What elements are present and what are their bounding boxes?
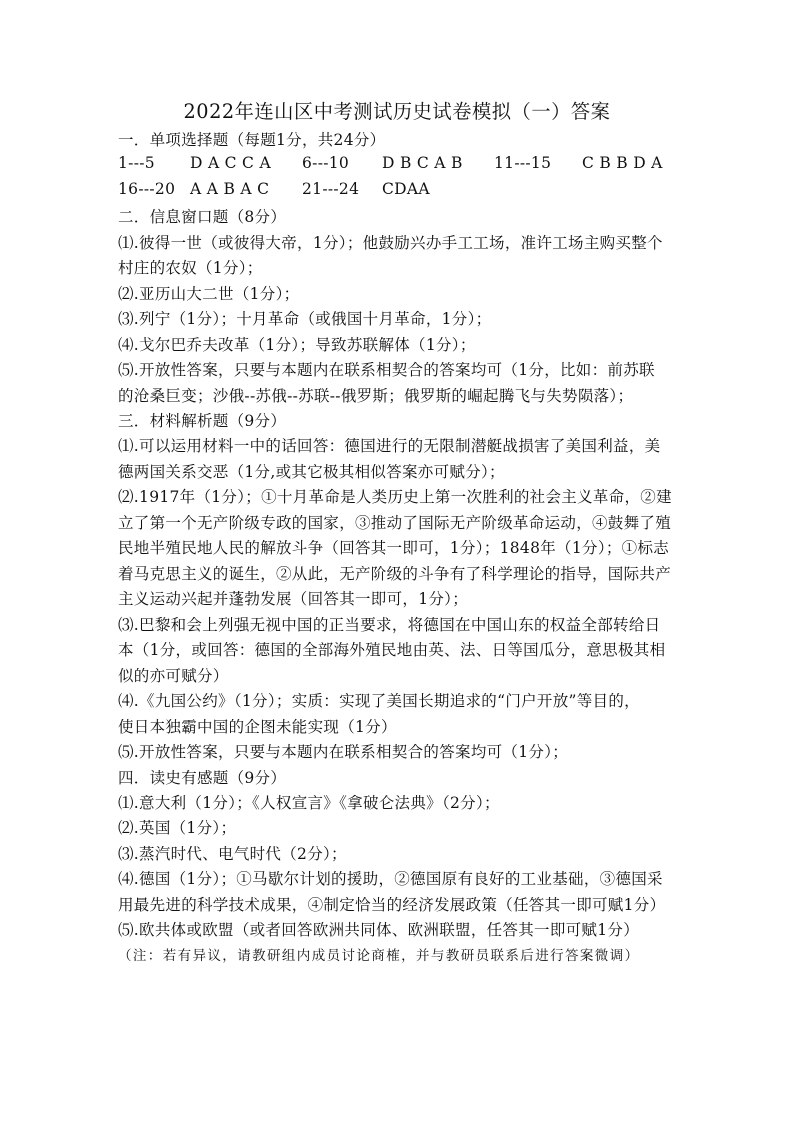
answer-line: 似的亦可赋分） — [118, 667, 229, 685]
section-4-heading: 四．读史有感题（9分） — [118, 769, 287, 787]
answer-line: ⑵.英国（1分）； — [118, 819, 237, 837]
section-1-heading: 一．单项选择题（每题1分，共24分） — [118, 131, 386, 149]
answer-line: 着马克思主义的诞生，②从此，无产阶级的斗争有了科学理论的指导，国际共产 — [118, 565, 672, 583]
answer-line: 村庄的农奴（1分）； — [118, 259, 263, 277]
question-range: 1---5 — [118, 154, 155, 172]
answer-line: ⑵.1917年（1分）；①十月革命是人类历史上第一次胜利的社会主义革命，②建 — [118, 488, 672, 506]
answer-line: 立了第一个无产阶级专政的国家，③推动了国际无产阶级革命运动，④鼓舞了殖 — [118, 514, 672, 532]
section-2-heading: 二．信息窗口题（8分） — [118, 208, 287, 226]
answer-group: D B C A B — [382, 154, 463, 172]
answer-line: 德两国关系交恶（1分,或其它极其相似答案亦可赋分）； — [118, 463, 505, 481]
answer-line: ⑵.亚历山大二世（1分）； — [118, 285, 300, 303]
answer-line: 主义运动兴起并蓬勃发展（回答其一即可，1分）； — [118, 590, 469, 608]
answer-line: ⑶.列宁（1分）；十月革命（或俄国十月革命，1分）； — [118, 310, 492, 328]
question-range: 21---24 — [302, 180, 360, 198]
answer-line: ⑶.蒸汽时代、电气时代（2分）； — [118, 845, 347, 863]
question-range: 16---20 — [118, 180, 176, 198]
answer-group: D A C C A — [190, 154, 271, 172]
answer-line: ⑷.戈尔巴乔夫改革（1分）；导致苏联解体（1分）； — [118, 336, 476, 354]
answer-line: 使日本独霸中国的企图未能实现（1分） — [118, 718, 397, 736]
question-range: 6---10 — [302, 154, 350, 172]
answer-group: C B B D A — [582, 154, 663, 172]
answer-line: 本（1分，或回答：德国的全部海外殖民地由英、法、日等国瓜分，意思极其相 — [118, 641, 666, 659]
answer-line: ⑸.开放性答案，只要与本题内在联系相契合的答案均可（1分）； — [118, 743, 569, 761]
answer-line: ⑴.意大利（1分）；《人权宣言》《拿破仑法典》（2分）； — [118, 794, 500, 812]
answer-line: ⑸.欧共体或欧盟（或者回答欧洲共同体、欧洲联盟，任答其一即可赋1分） — [118, 921, 639, 939]
section-3-heading: 三．材料解析题（9分） — [118, 412, 287, 430]
answer-line: 民地半殖民地人民的解放斗争（回答其一即可，1分）；1848年（1分）；①标志 — [118, 539, 670, 557]
answer-group: A A B A C — [190, 180, 270, 198]
answer-line: ⑷.德国（1分）；①马歇尔计划的援助，②德国原有良好的工业基础，③德国采 — [118, 870, 663, 888]
question-range: 11---15 — [494, 154, 552, 172]
answer-line: ⑴.可以运用材料一中的话回答：德国进行的无限制潜艇战损害了美国利益，美 — [118, 437, 661, 455]
answer-line: ⑶.巴黎和会上列强无视中国的正当要求，将德国在中国山东的权益全部转给日 — [118, 616, 661, 634]
answer-line: ⑴.彼得一世（或彼得大帝，1分）；他鼓励兴办手工工场，准许工场主购买整个 — [118, 234, 663, 252]
footnote: （注：若有异议，请教研组内成员讨论商榷，并与教研员联系后进行答案微调） — [118, 948, 640, 964]
answer-line: 用最先进的科学技术成果，④制定恰当的经济发展政策（任答其一即可赋1分） — [118, 896, 666, 914]
page-title: 2022年连山区中考测试历史试卷模拟（一）答案 — [183, 100, 611, 123]
answer-line: 的沧桑巨变；沙俄--苏俄--苏联--俄罗斯；俄罗斯的崛起腾飞与失势陨落）； — [118, 387, 634, 405]
answer-line: ⑷.《九国公约》（1分）；实质：实现了美国长期追求的“门户开放”等目的， — [118, 692, 640, 710]
answer-group: CDAA — [382, 180, 430, 198]
answer-line: ⑸.开放性答案，只要与本题内在联系相契合的答案均可（1分，比如：前苏联 — [118, 361, 655, 379]
